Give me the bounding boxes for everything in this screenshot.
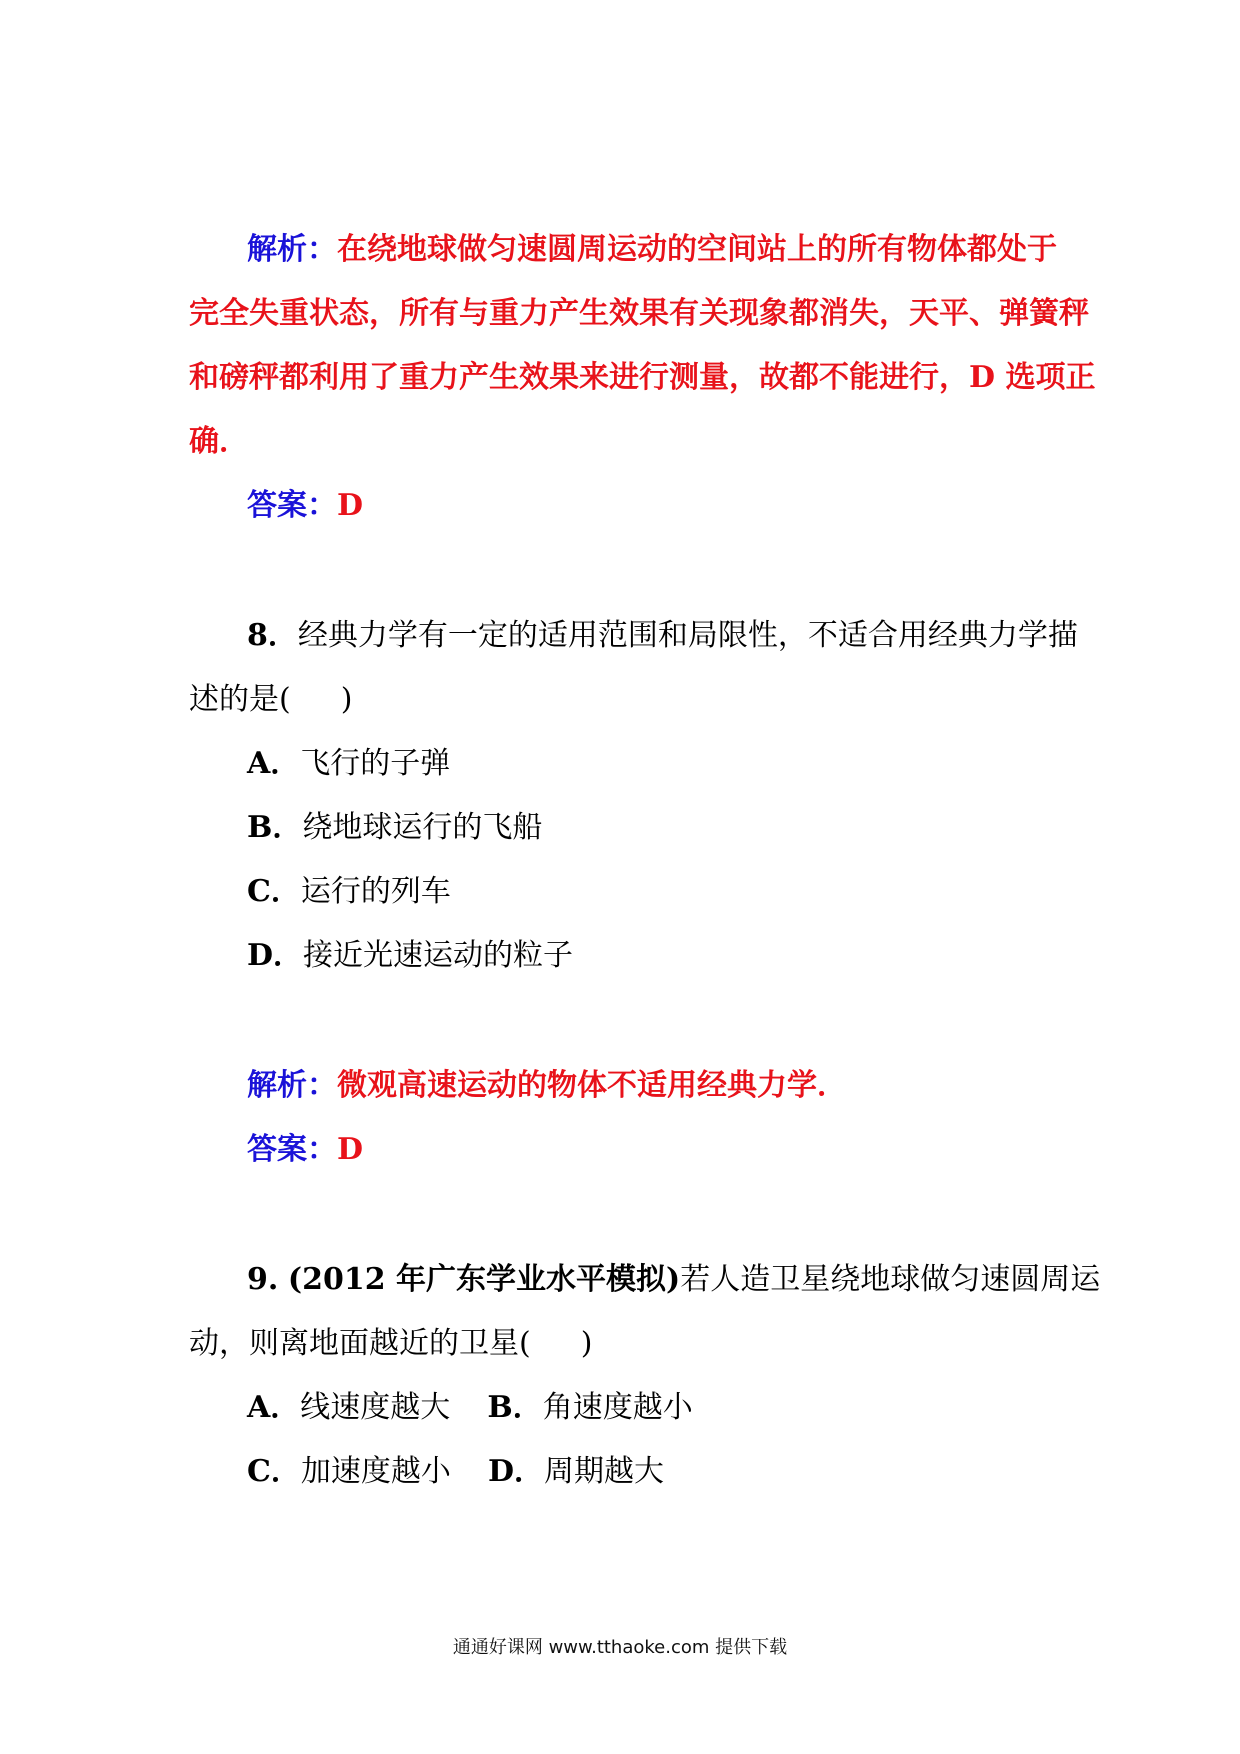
option-text: 加速度越小 bbox=[300, 1454, 451, 1489]
question-source: (2012 年广东学业水平模拟) bbox=[287, 1262, 681, 1297]
option-a bbox=[247, 744, 450, 784]
option-letter: C． bbox=[247, 874, 301, 909]
option-letter: A． bbox=[247, 1390, 301, 1425]
page-footer: 通通好课网 www.tthaoke.com 提供下载 bbox=[452, 1637, 788, 1658]
option-text: 线速度越大 bbox=[300, 1390, 451, 1425]
answer-value: D bbox=[337, 488, 364, 523]
options-row-cd bbox=[247, 1452, 664, 1492]
option-b bbox=[247, 808, 542, 848]
question-paren-close: ) bbox=[580, 1326, 593, 1361]
analysis-label: 解析： bbox=[247, 232, 337, 267]
answer-7 bbox=[247, 486, 363, 526]
question-number: 8． bbox=[247, 618, 298, 653]
options-row-ab bbox=[247, 1388, 693, 1428]
question-paren-close: ) bbox=[340, 682, 353, 717]
analysis-7-line-4: 确． bbox=[189, 424, 249, 459]
option-d bbox=[247, 936, 573, 976]
answer-value: D bbox=[337, 1132, 364, 1167]
option-letter: B． bbox=[487, 1390, 543, 1425]
question-text: 述的是( bbox=[189, 682, 291, 717]
question-text: 动，则离地面越近的卫星( bbox=[189, 1326, 531, 1361]
analysis-8 bbox=[247, 1066, 847, 1106]
question-9-line-2 bbox=[189, 1324, 592, 1364]
analysis-7-line-1 bbox=[247, 230, 1057, 270]
analysis-text: 微观高速运动的物体不适用经典力学． bbox=[337, 1068, 847, 1103]
analysis-7-line-3: 和磅秤都利用了重力产生效果来进行测量，故都不能进行，D 选项正 bbox=[189, 360, 1096, 395]
question-8-line-2 bbox=[189, 680, 352, 720]
option-letter: B． bbox=[247, 810, 303, 845]
question-9-line-1 bbox=[247, 1260, 1100, 1300]
analysis-label: 解析： bbox=[247, 1068, 337, 1103]
question-text: 经典力学有一定的适用范围和局限性，不适合用经典力学描 bbox=[297, 618, 1078, 653]
option-letter: A． bbox=[247, 746, 301, 781]
question-text: 若人造卫星绕地球做匀速圆周运 bbox=[680, 1262, 1101, 1297]
option-text: 绕地球运行的飞船 bbox=[302, 810, 543, 845]
option-text: 周期越大 bbox=[544, 1454, 664, 1489]
option-text: 角速度越小 bbox=[542, 1390, 693, 1425]
option-letter: D． bbox=[247, 938, 304, 973]
question-8-line-1 bbox=[247, 616, 1078, 656]
analysis-text: 在绕地球做匀速圆周运动的空间站上的所有物体都处于 bbox=[337, 232, 1057, 267]
option-text: 运行的列车 bbox=[300, 874, 451, 909]
option-text: 接近光速运动的粒子 bbox=[303, 938, 574, 973]
question-number: 9. bbox=[247, 1262, 279, 1297]
option-letter: D． bbox=[487, 1454, 544, 1489]
option-text: 飞行的子弹 bbox=[300, 746, 451, 781]
option-c bbox=[247, 872, 451, 912]
analysis-7-line-2: 完全失重状态，所有与重力产生效果有关现象都消失，天平、弹簧秤 bbox=[189, 296, 1089, 331]
answer-label: 答案： bbox=[247, 488, 337, 523]
option-letter: C． bbox=[247, 1454, 301, 1489]
answer-8 bbox=[247, 1130, 363, 1170]
answer-label: 答案： bbox=[247, 1132, 337, 1167]
